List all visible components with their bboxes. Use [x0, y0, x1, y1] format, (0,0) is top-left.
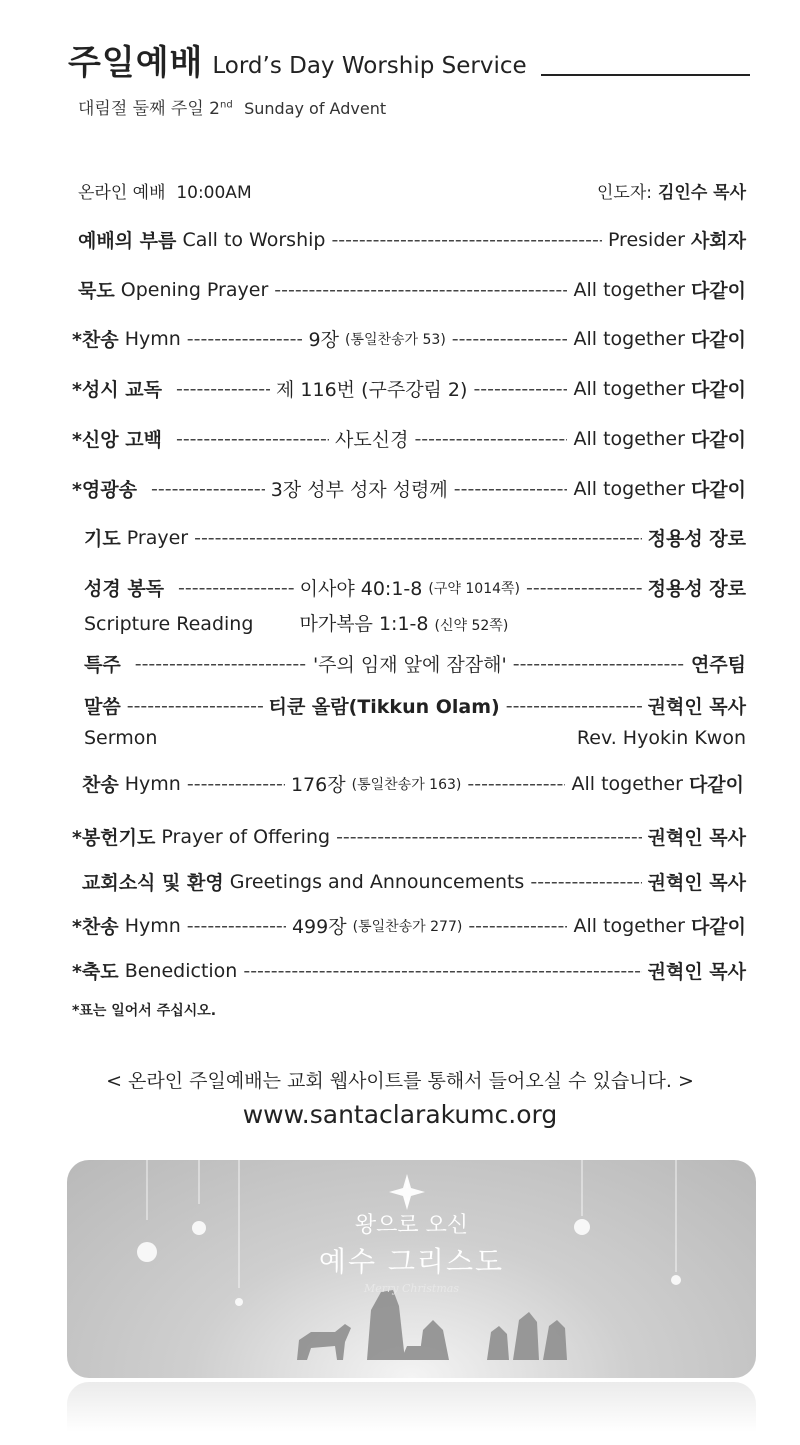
banner-heading-line1: 왕으로 오신: [354, 1213, 469, 1238]
dash-leader: [243, 960, 641, 982]
item-role-ko: 권혁인 목사: [647, 696, 746, 718]
item-title: *찬송: [72, 916, 119, 938]
banner-reflection: [67, 1382, 756, 1432]
scripture-sub-row: [84, 609, 508, 636]
subtitle-ordinal: nd: [220, 99, 233, 111]
item-role-ko: 권혁인 목사: [647, 827, 746, 849]
list-item: [72, 475, 746, 502]
item-detail-note: (구약 1014쪽): [428, 580, 520, 597]
dash-leader: [274, 279, 567, 301]
list-item: [72, 692, 746, 719]
dash-leader: [526, 577, 642, 599]
item-title: *신앙 고백: [72, 429, 162, 451]
item-title: 말씀: [84, 696, 121, 718]
dash-leader: [187, 328, 303, 350]
item-title-en: Prayer of Offering: [161, 825, 331, 848]
dash-leader: [454, 478, 568, 500]
item-detail: 3장 성부 성자 성령께: [270, 479, 448, 501]
list-item: [72, 425, 746, 452]
item-title: *찬송: [72, 329, 119, 351]
banner-caption: Merry Christmas: [364, 1282, 459, 1295]
item-role-ko: 다같이: [690, 379, 747, 401]
item-role-ko: 다같이: [690, 280, 746, 302]
item-title: *영광송: [72, 479, 137, 501]
dash-leader: [414, 428, 567, 450]
sermon-title: 티쿤 올람(Tikkun Olam): [268, 696, 500, 718]
ornament-icon: [235, 1298, 243, 1306]
dash-leader: [473, 378, 567, 400]
standing-note: *표는 일어서 주십시오.: [72, 1003, 217, 1019]
item-role: All together: [571, 772, 683, 795]
item-title: *축도: [72, 961, 119, 983]
item-title-en: Opening Prayer: [120, 278, 269, 301]
item-title: 특주: [84, 654, 121, 676]
dash-leader: [513, 653, 685, 675]
list-item: [72, 868, 746, 895]
scripture-second-note: (신약 52쪽): [434, 618, 509, 634]
dash-leader: [452, 328, 568, 350]
list-item: [72, 524, 746, 551]
item-detail-note: (통일찬송가 277): [352, 918, 463, 935]
item-title-en: Benediction: [124, 959, 238, 982]
list-item: [72, 770, 744, 797]
leader-label: 인도자:: [596, 183, 652, 203]
list-item: [72, 823, 746, 850]
star-icon: [389, 1174, 425, 1210]
item-role-ko: 권혁인 목사: [647, 872, 746, 894]
item-title: 찬송: [82, 774, 119, 796]
item-title: 예배의 부름: [78, 230, 177, 252]
title-rule: [541, 74, 750, 76]
dash-leader: [467, 773, 565, 795]
item-role: All together: [573, 278, 685, 301]
list-item: [72, 650, 746, 677]
item-role: Presider: [607, 228, 685, 251]
item-detail: 이사야 40:1-8: [299, 578, 423, 600]
item-title-en: Hymn: [124, 327, 181, 350]
item-role-ko: 연주팀: [690, 654, 747, 676]
item-role: All together: [573, 377, 685, 400]
item-title: 교회소식 및 환영: [82, 872, 224, 894]
online-notice: < 온라인 주일예배는 교회 웹사이트를 통해서 들어오실 수 있습니다. >: [106, 1070, 694, 1092]
wise-men-silhouette: [487, 1312, 567, 1360]
dash-leader: [135, 653, 307, 675]
subtitle-number: 2: [209, 99, 220, 119]
list-item: [72, 912, 746, 939]
item-role: All together: [573, 914, 685, 937]
scripture-second: 마가복음 1:1-8: [299, 613, 429, 635]
item-title: *성시 교독: [72, 379, 162, 401]
item-role-ko: 사회자: [690, 230, 746, 252]
item-role-ko: 권혁인 목사: [647, 961, 746, 983]
sermon-sub-row: [72, 727, 746, 749]
item-role-ko: 다같이: [690, 479, 747, 501]
item-detail: 176장: [290, 774, 346, 796]
page-title-english: Lord’s Day Worship Service: [212, 53, 527, 79]
dash-leader: [187, 773, 285, 795]
item-detail: 제 116번 (구주강림 2): [276, 379, 468, 401]
item-title-en: Prayer: [126, 526, 189, 549]
item-title: 성경 봉독: [84, 578, 165, 600]
item-role-ko: 다같이: [690, 329, 747, 351]
banner-heading-line2: 예수 그리스도: [318, 1245, 505, 1278]
list-item: [72, 375, 746, 402]
item-role-ko: 정용성 장로: [647, 578, 747, 600]
item-title: 묵도: [78, 280, 115, 302]
dash-leader: [506, 695, 642, 717]
dash-leader: [187, 915, 286, 937]
scripture-label-en: Scripture Reading: [84, 613, 254, 635]
item-role-ko: 정용성 장로: [647, 528, 746, 550]
subtitle-english: Sunday of Advent: [244, 99, 387, 118]
page-title-korean: 주일예배: [68, 43, 204, 83]
item-title: *봉헌기도: [72, 827, 156, 849]
title-row: [68, 40, 750, 86]
item-role-ko: 다같이: [690, 429, 747, 451]
item-detail: 9장: [308, 329, 339, 351]
donkey-silhouette: [297, 1324, 351, 1360]
service-time: 온라인 예배 10:00AM: [78, 183, 252, 203]
list-item: [72, 325, 746, 352]
dash-leader: [336, 826, 642, 848]
item-detail-note: (통일찬송가 53): [344, 331, 446, 348]
christmas-banner: [67, 1160, 756, 1378]
joseph-silhouette: [367, 1290, 405, 1360]
dash-leader: [530, 871, 641, 893]
sermon-label-en: Sermon: [84, 727, 158, 749]
item-role-ko: 다같이: [690, 916, 746, 938]
item-detail: 사도신경: [335, 429, 409, 451]
service-info-row: [72, 178, 746, 203]
dash-leader: [176, 378, 270, 400]
item-title-en: Hymn: [124, 772, 181, 795]
item-title-en: Call to Worship: [182, 228, 326, 251]
item-role: All together: [573, 427, 685, 450]
list-item: [72, 276, 746, 303]
item-role: All together: [573, 477, 685, 500]
list-item: [72, 226, 746, 253]
dash-leader: [176, 428, 329, 450]
website-link[interactable]: www.santaclarakumc.org: [242, 1100, 558, 1129]
leader-name: 김인수 목사: [657, 183, 746, 203]
list-item: [72, 957, 746, 984]
dash-leader: [127, 695, 263, 717]
dash-leader: [331, 229, 601, 251]
dash-leader: [468, 915, 567, 937]
dash-leader: [194, 527, 642, 549]
dash-leader: [178, 577, 294, 599]
item-role-ko: 다같이: [688, 774, 744, 796]
dash-leader: [151, 478, 265, 500]
item-detail: 499장: [291, 916, 347, 938]
subtitle-korean: 대림절 둘째 주일: [78, 99, 204, 119]
bulletin-header: [68, 40, 750, 119]
subtitle: [78, 94, 750, 119]
item-detail: '주의 임재 앞에 잠잠해': [312, 654, 507, 676]
preacher-name-en: Rev. Hyokin Kwon: [576, 727, 746, 749]
item-title: 기도: [84, 528, 121, 550]
item-detail-note: (통일찬송가 163): [351, 776, 462, 793]
list-item: [72, 574, 746, 601]
item-title-en: Greetings and Announcements: [229, 870, 525, 893]
item-title-en: Hymn: [124, 914, 181, 937]
item-role: All together: [573, 327, 685, 350]
